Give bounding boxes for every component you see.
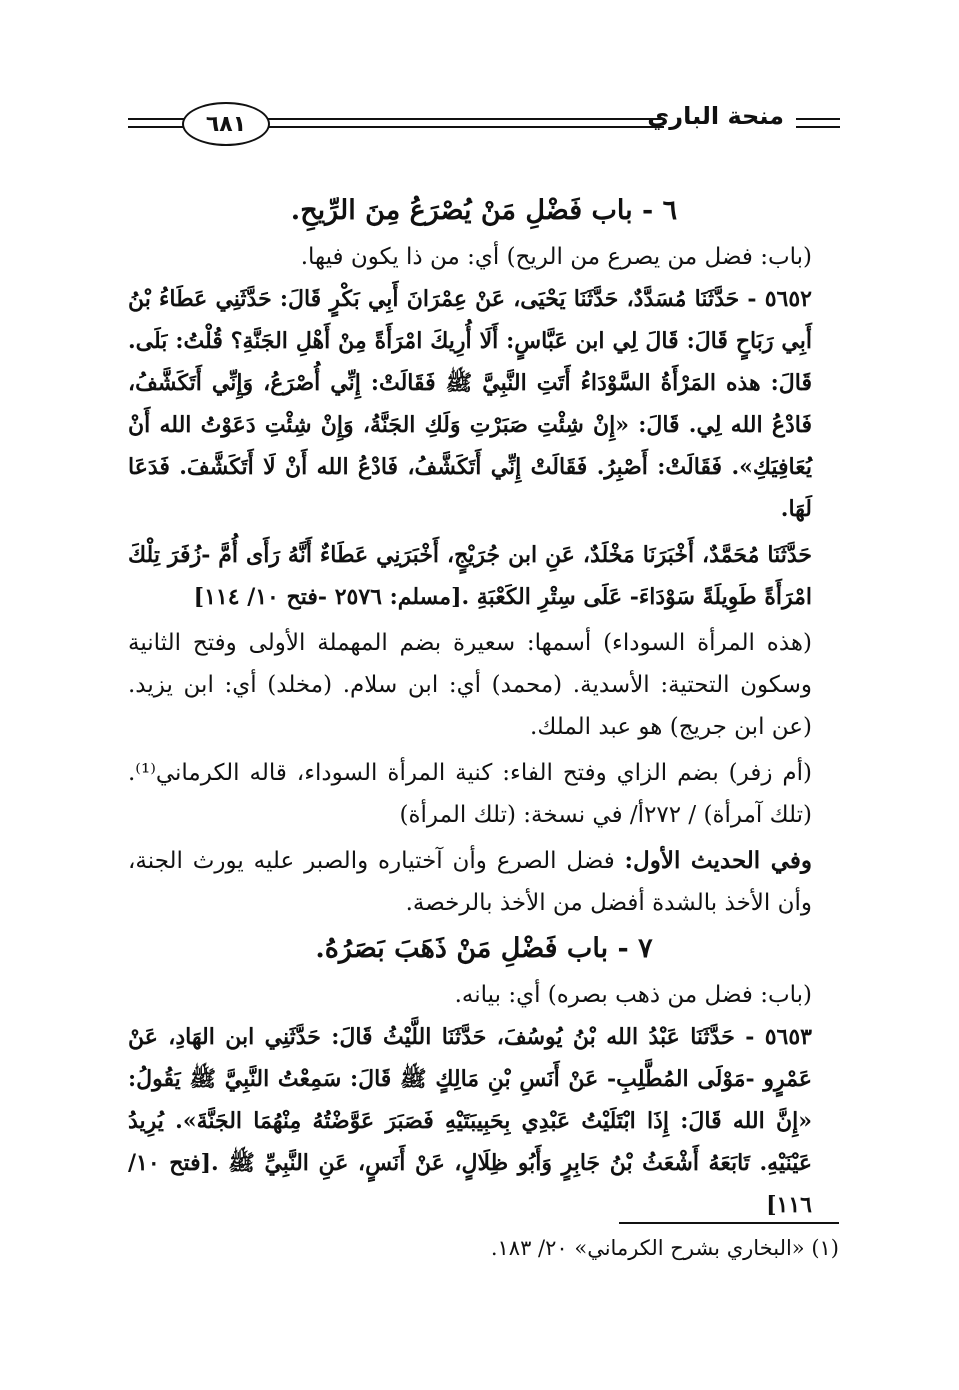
hadith-paragraph: حَدَّثَنَا مُحَمَّدٌ، أَخْبَرَنَا مَخْلَدٌ، عَنِ ابن جُرَيْجٍ، أَخْبَرَنِي عَطَاءٌ أَنَّهُ رَأَى أُمَّ -زُفَرَ تِلْكَ امْرَأَةً طَوِيلَةً سَوْدَاءَ- عَلَى سِتْرِ الكَعْبَةِ .[مسلم: ٢٥٧٦ -فتح ١٠/ ١١٤] [128, 542, 812, 610]
footnote: (١) «البخاري بشرح الكرماني» ٢٠/ ١٨٣. [490, 1236, 839, 1260]
header-rule [796, 118, 840, 120]
chapter-heading: ٦ - باب فَضْلِ مَنْ يُصْرَعُ مِنَ الرِّيحِ. [290, 195, 678, 226]
footnote-rule [619, 1222, 839, 1224]
header-rule [264, 126, 664, 128]
hadith-paragraph: ٥٦٥٣ - حَدَّثَنَا عَبْدُ الله بْنُ يُوسُفَ، حَدَّثَنَا اللَّيْثُ قَالَ: حَدَّثَنِي ابن الهَادِ، عَنْ عَمْرٍو -مَوْلَى المُطَّلِبِ- عَنْ أَنَسِ بْنِ مَالِكٍ ﷺ قَالَ: سَمِعْتُ النَّبِيَّ ﷺ يَقُولُ: «إِنَّ الله قَالَ: إِذَا ابْتَلَيْتُ عَبْدِي بِحَبِيبَتَيْهِ فَصَبَرَ عَوَّضْتُهُ مِنْهُمَا الجَنَّةَ». يُرِيدُ عَيْنَيْهِ. تَابَعَهُ أَشْعَثُ بْنُ جَابِرٍ وَأَبُو ظِلَالٍ، عَنْ أَنَسٍ، عَنِ النَّبِيِّ ﷺ .[فتح ١٠/ ١١٦] [128, 1024, 812, 1218]
commentary-paragraph [128, 840, 840, 924]
hadith-paragraph: ٥٦٥٢ - حَدَّثَنَا مُسَدَّدٌ، حَدَّثَنَا يَحْيَى، عَنْ عِمْرَانَ أَبِي بَكْرٍ قَالَ: حَدَّثَنِي عَطَاءُ بْنُ أَبِي رَبَاحٍ قَالَ: قَالَ لِي ابن عَبَّاسٍ: أَلَا أُرِيكَ امْرَأَةً مِنْ أَهْلِ الجَنَّةِ؟ قُلْتُ: بَلَى. قَالَ: هذه المَرْأَةُ السَّوْدَاءُ أَتَتِ النَّبِيَّ ﷺ فَقَالَتْ: إِنِّي أُصْرَعُ، وَإِنِّي أَتَكَشَّفُ، فَادْعُ الله لِي. قَالَ: «إِنْ شِئْتِ صَبَرْتِ وَلَكِ الجَنَّةُ، وَإِنْ شِئْتِ دَعَوْتُ الله أَنْ يُعَافِيَكِ». فَقَالَتْ: أَصْبِرُ. فَقَالَتْ إِنِّي أَتَكَشَّفُ، فَادْعُ الله أَنْ لَا أَتَكَشَّفَ. فَدَعَا لَهَا. [128, 286, 812, 522]
header-rule [796, 126, 840, 128]
running-title: منحة الباري [647, 102, 784, 130]
commentary-paragraph: (أم زفر) بضم الزاي وفتح الفاء: كنية المرأة السوداء، قاله الكرماني⁽¹⁾. (تلك آمرأة) / ٢٧٢أ/ في نسخة: (تلك المرأة) [128, 760, 812, 828]
page-header [128, 96, 840, 156]
commentary-paragraph: (هذه المرأة السوداء) أسمها: سعيرة بضم المهملة الأولى وفتح الثانية وسكون التحتية: الأسدية. (محمد) أي: ابن سلام. (مخلد) أي: ابن يزيد. (عن ابن جريج) هو عبد الملك. [128, 630, 812, 740]
commentary-paragraph: (باب: فضل من يصرع من الريح) أي: من ذا يكون فيها. [300, 244, 812, 270]
main-text [128, 186, 840, 1226]
commentary-paragraph: (باب: فضل من ذهب بصره) أي: بيانه. [454, 982, 812, 1008]
paragraph-body: فضل الصرع وأن آختياره والصبر عليه يورث الجنة، وأن الأخذ بالشدة أفضل من الأخذ بالرخصة. [128, 848, 812, 916]
chapter-heading: ٧ - باب فَضْلِ مَنْ ذَهَبَ بَصَرُهُ. [315, 933, 653, 964]
page-number-text: ٦٨١ [205, 111, 247, 137]
header-rule [128, 126, 184, 128]
paragraph-lead: وفي الحديث الأول: [624, 847, 812, 874]
page-number [182, 102, 270, 146]
header-rule [128, 118, 184, 120]
header-rule [264, 118, 664, 120]
